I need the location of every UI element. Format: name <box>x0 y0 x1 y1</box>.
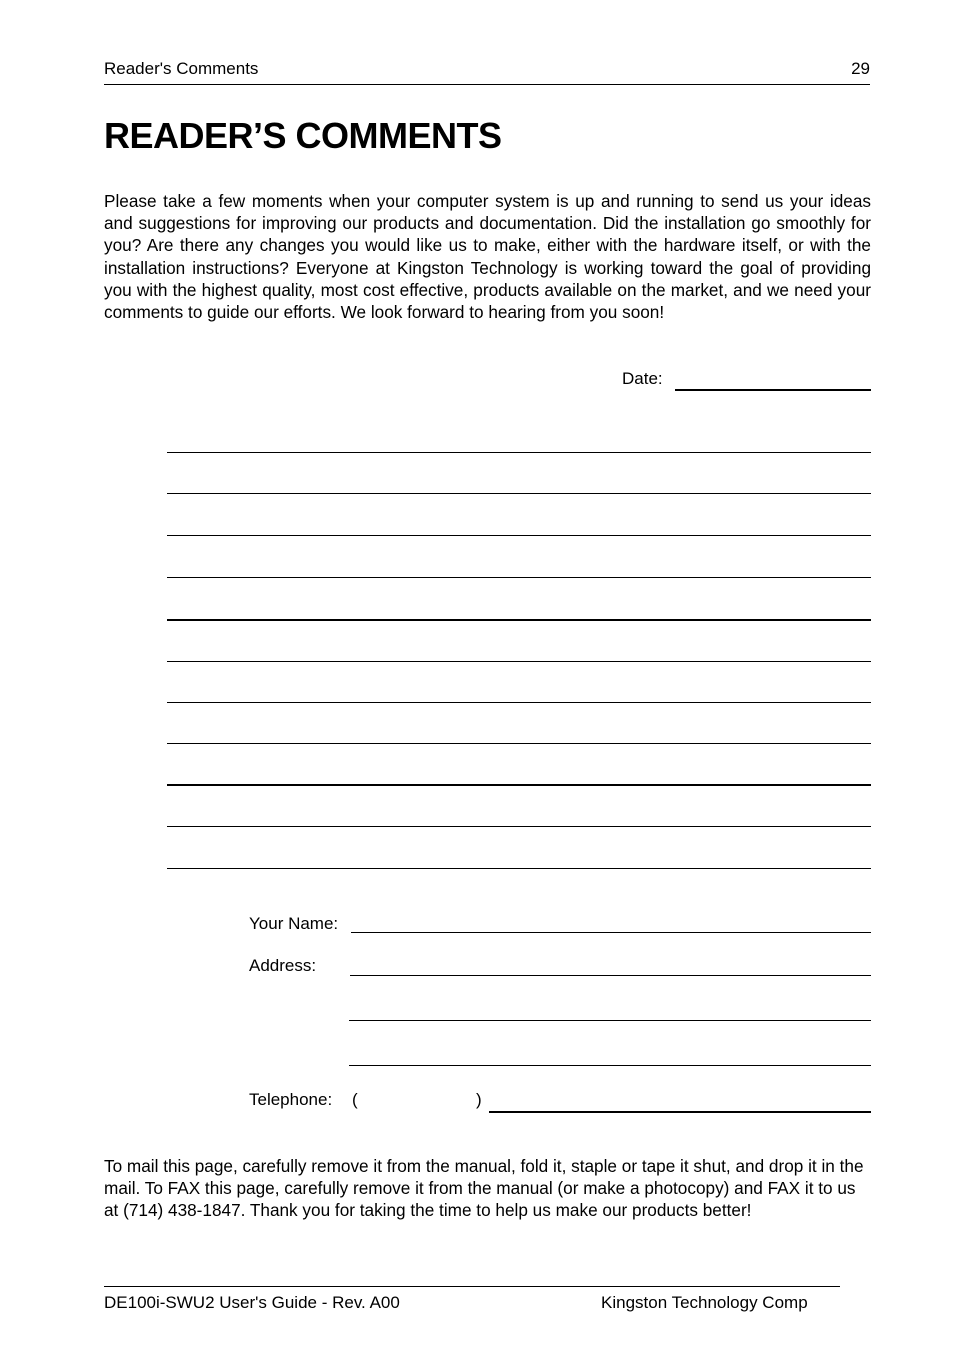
your-name-field[interactable] <box>351 932 871 933</box>
date-label: Date: <box>622 369 663 388</box>
comment-line-3[interactable] <box>167 535 871 536</box>
comment-line-7[interactable] <box>167 702 871 703</box>
comment-line-2[interactable] <box>167 493 871 494</box>
comment-line-9[interactable] <box>167 784 871 786</box>
mail-instructions: To mail this page, carefully remove it from the manual, fold it, staple or tape it shut, and drop it in the mail. To FAX this page, carefully remove it from the manual (or make a photocopy) and FAX it to us at (714) 438-1847. Thank you for taking the time to help us make our products better! <box>104 1156 864 1221</box>
date-field[interactable] <box>675 389 871 391</box>
comment-line-11[interactable] <box>167 868 871 869</box>
comment-line-5[interactable] <box>167 619 871 621</box>
address-field-line-1[interactable] <box>350 975 871 976</box>
comment-line-4[interactable] <box>167 577 871 578</box>
address-field-line-3[interactable] <box>349 1065 871 1066</box>
comment-line-1[interactable] <box>167 452 871 453</box>
your-name-label: Your Name: <box>249 914 339 933</box>
area-code-open-paren: ( <box>352 1090 358 1109</box>
footer-company: Kingston Technology Comp <box>601 1293 808 1312</box>
comment-line-8[interactable] <box>167 743 871 744</box>
telephone-label: Telephone: <box>249 1090 333 1109</box>
footer-divider <box>104 1286 840 1287</box>
comment-line-10[interactable] <box>167 826 871 827</box>
page-title: READER’S COMMENTS <box>104 115 502 156</box>
footer-guide-title: DE100i-SWU2 User's Guide - Rev. A00 <box>104 1293 400 1312</box>
intro-paragraph: Please take a few moments when your computer system is up and running to send us your ideas and suggestions for improving our products and documentation. Did the installation go smoothly for you? Are there any changes you would like us to make, either with the hardware itself, or with the installation instructions? Everyone at Kingston Technology is working toward the goal of providing you with the highest quality, most cost effective, products available on the market, and we need your comments to guide our efforts. We look forward to hearing from you soon! <box>104 191 871 323</box>
area-code-close-paren: ) <box>476 1090 482 1109</box>
address-label: Address: <box>249 956 317 975</box>
page-number: 29 <box>851 59 870 78</box>
running-header-section: Reader's Comments <box>104 59 259 78</box>
telephone-field[interactable] <box>489 1111 871 1113</box>
header-divider <box>104 84 870 85</box>
address-field-line-2[interactable] <box>349 1020 871 1021</box>
comment-line-6[interactable] <box>167 661 871 662</box>
